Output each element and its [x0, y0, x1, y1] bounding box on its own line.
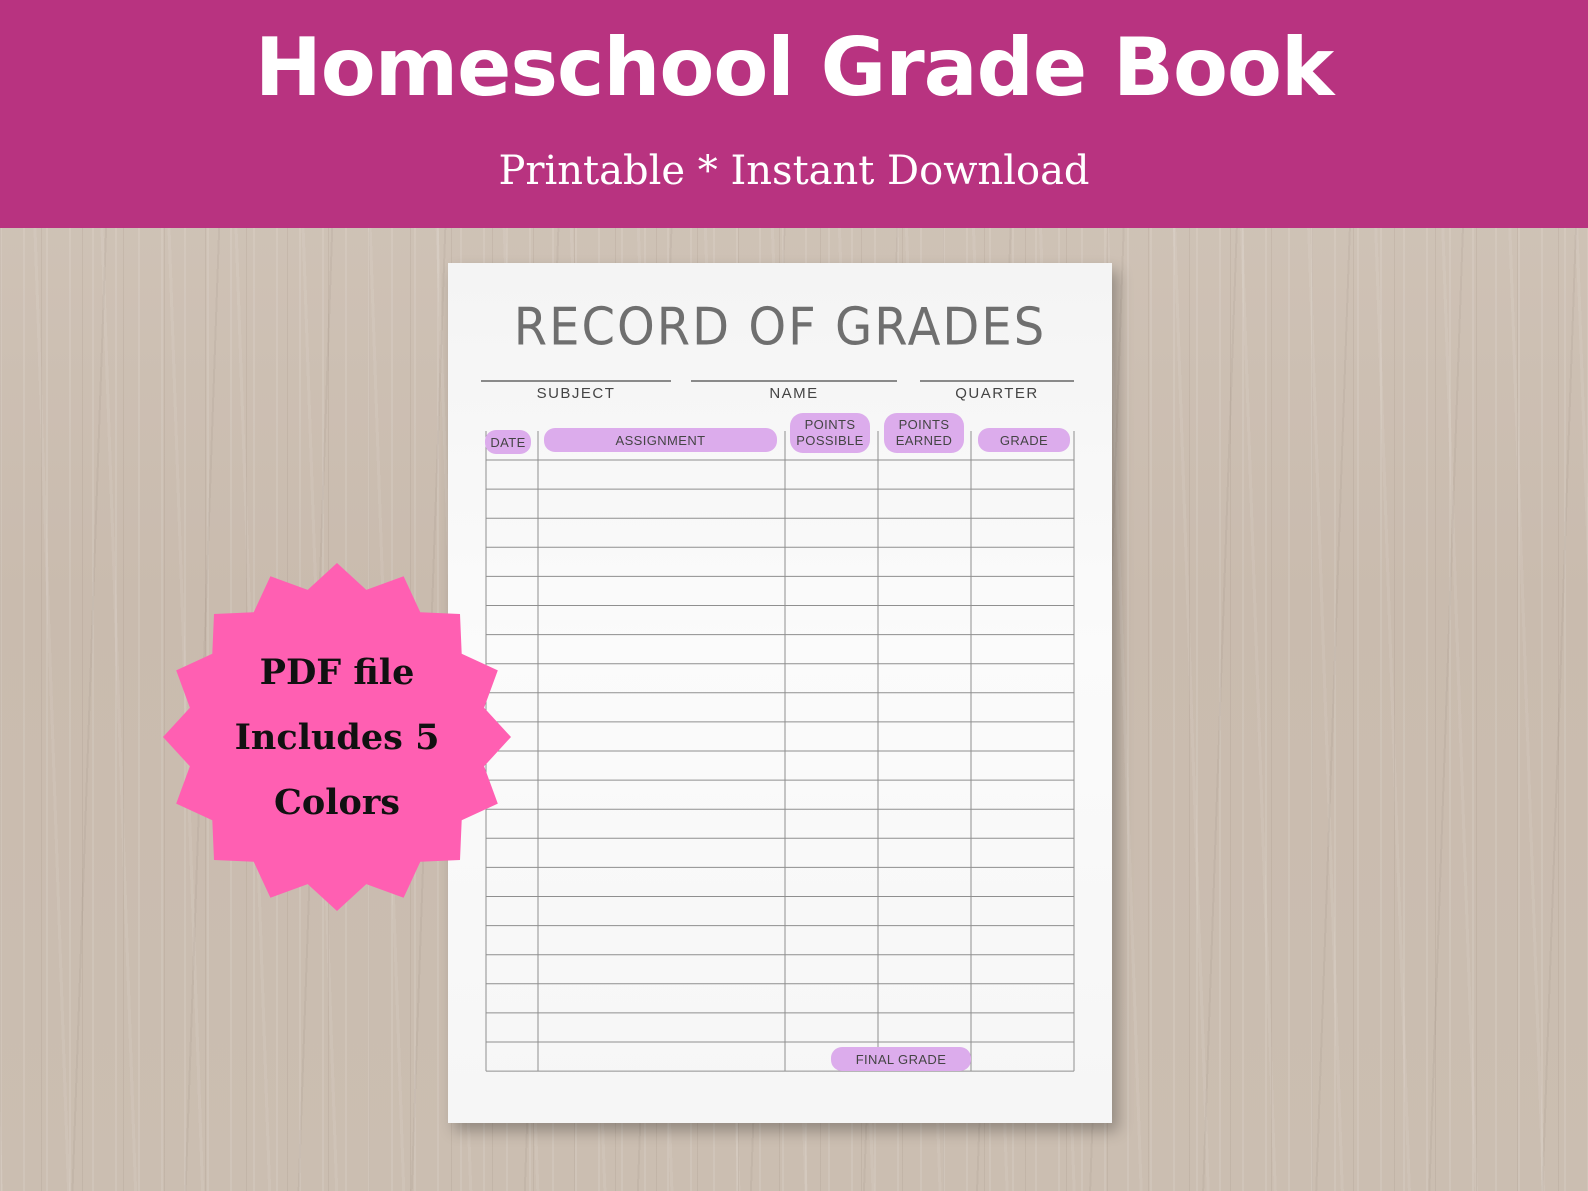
grade-record-sheet [448, 263, 1112, 1123]
banner-title: Homeschool Grade Book [254, 21, 1334, 114]
name-label: NAME [769, 385, 819, 402]
points-possible-line-2: POSSIBLE [796, 433, 864, 448]
sheet-title: RECORD OF GRADES [513, 296, 1047, 358]
points-earned-line-2: EARNED [895, 433, 953, 448]
pdf-file-badge [162, 562, 512, 912]
banner-subtitle: Printable * Instant Download [498, 148, 1090, 194]
points-earned-line-1: POINTS [898, 417, 950, 432]
points-earned-column-header [884, 413, 964, 453]
badge-line-3: Colors [274, 781, 400, 823]
points-possible-column-header [790, 413, 870, 453]
subject-label: SUBJECT [536, 385, 616, 402]
date-column-header: DATE [485, 430, 531, 454]
final-grade-label: FINAL GRADE [831, 1047, 971, 1071]
header-banner [0, 0, 1588, 228]
badge-line-1: PDF file [259, 651, 415, 693]
badge-line-2: Includes 5 [234, 716, 440, 758]
points-possible-line-1: POINTS [804, 417, 856, 432]
quarter-label: QUARTER [955, 385, 1039, 402]
grade-table-grid [448, 263, 1112, 1123]
grade-column-header: GRADE [978, 428, 1070, 452]
assignment-column-header: ASSIGNMENT [544, 428, 777, 452]
badge-text [162, 562, 512, 912]
